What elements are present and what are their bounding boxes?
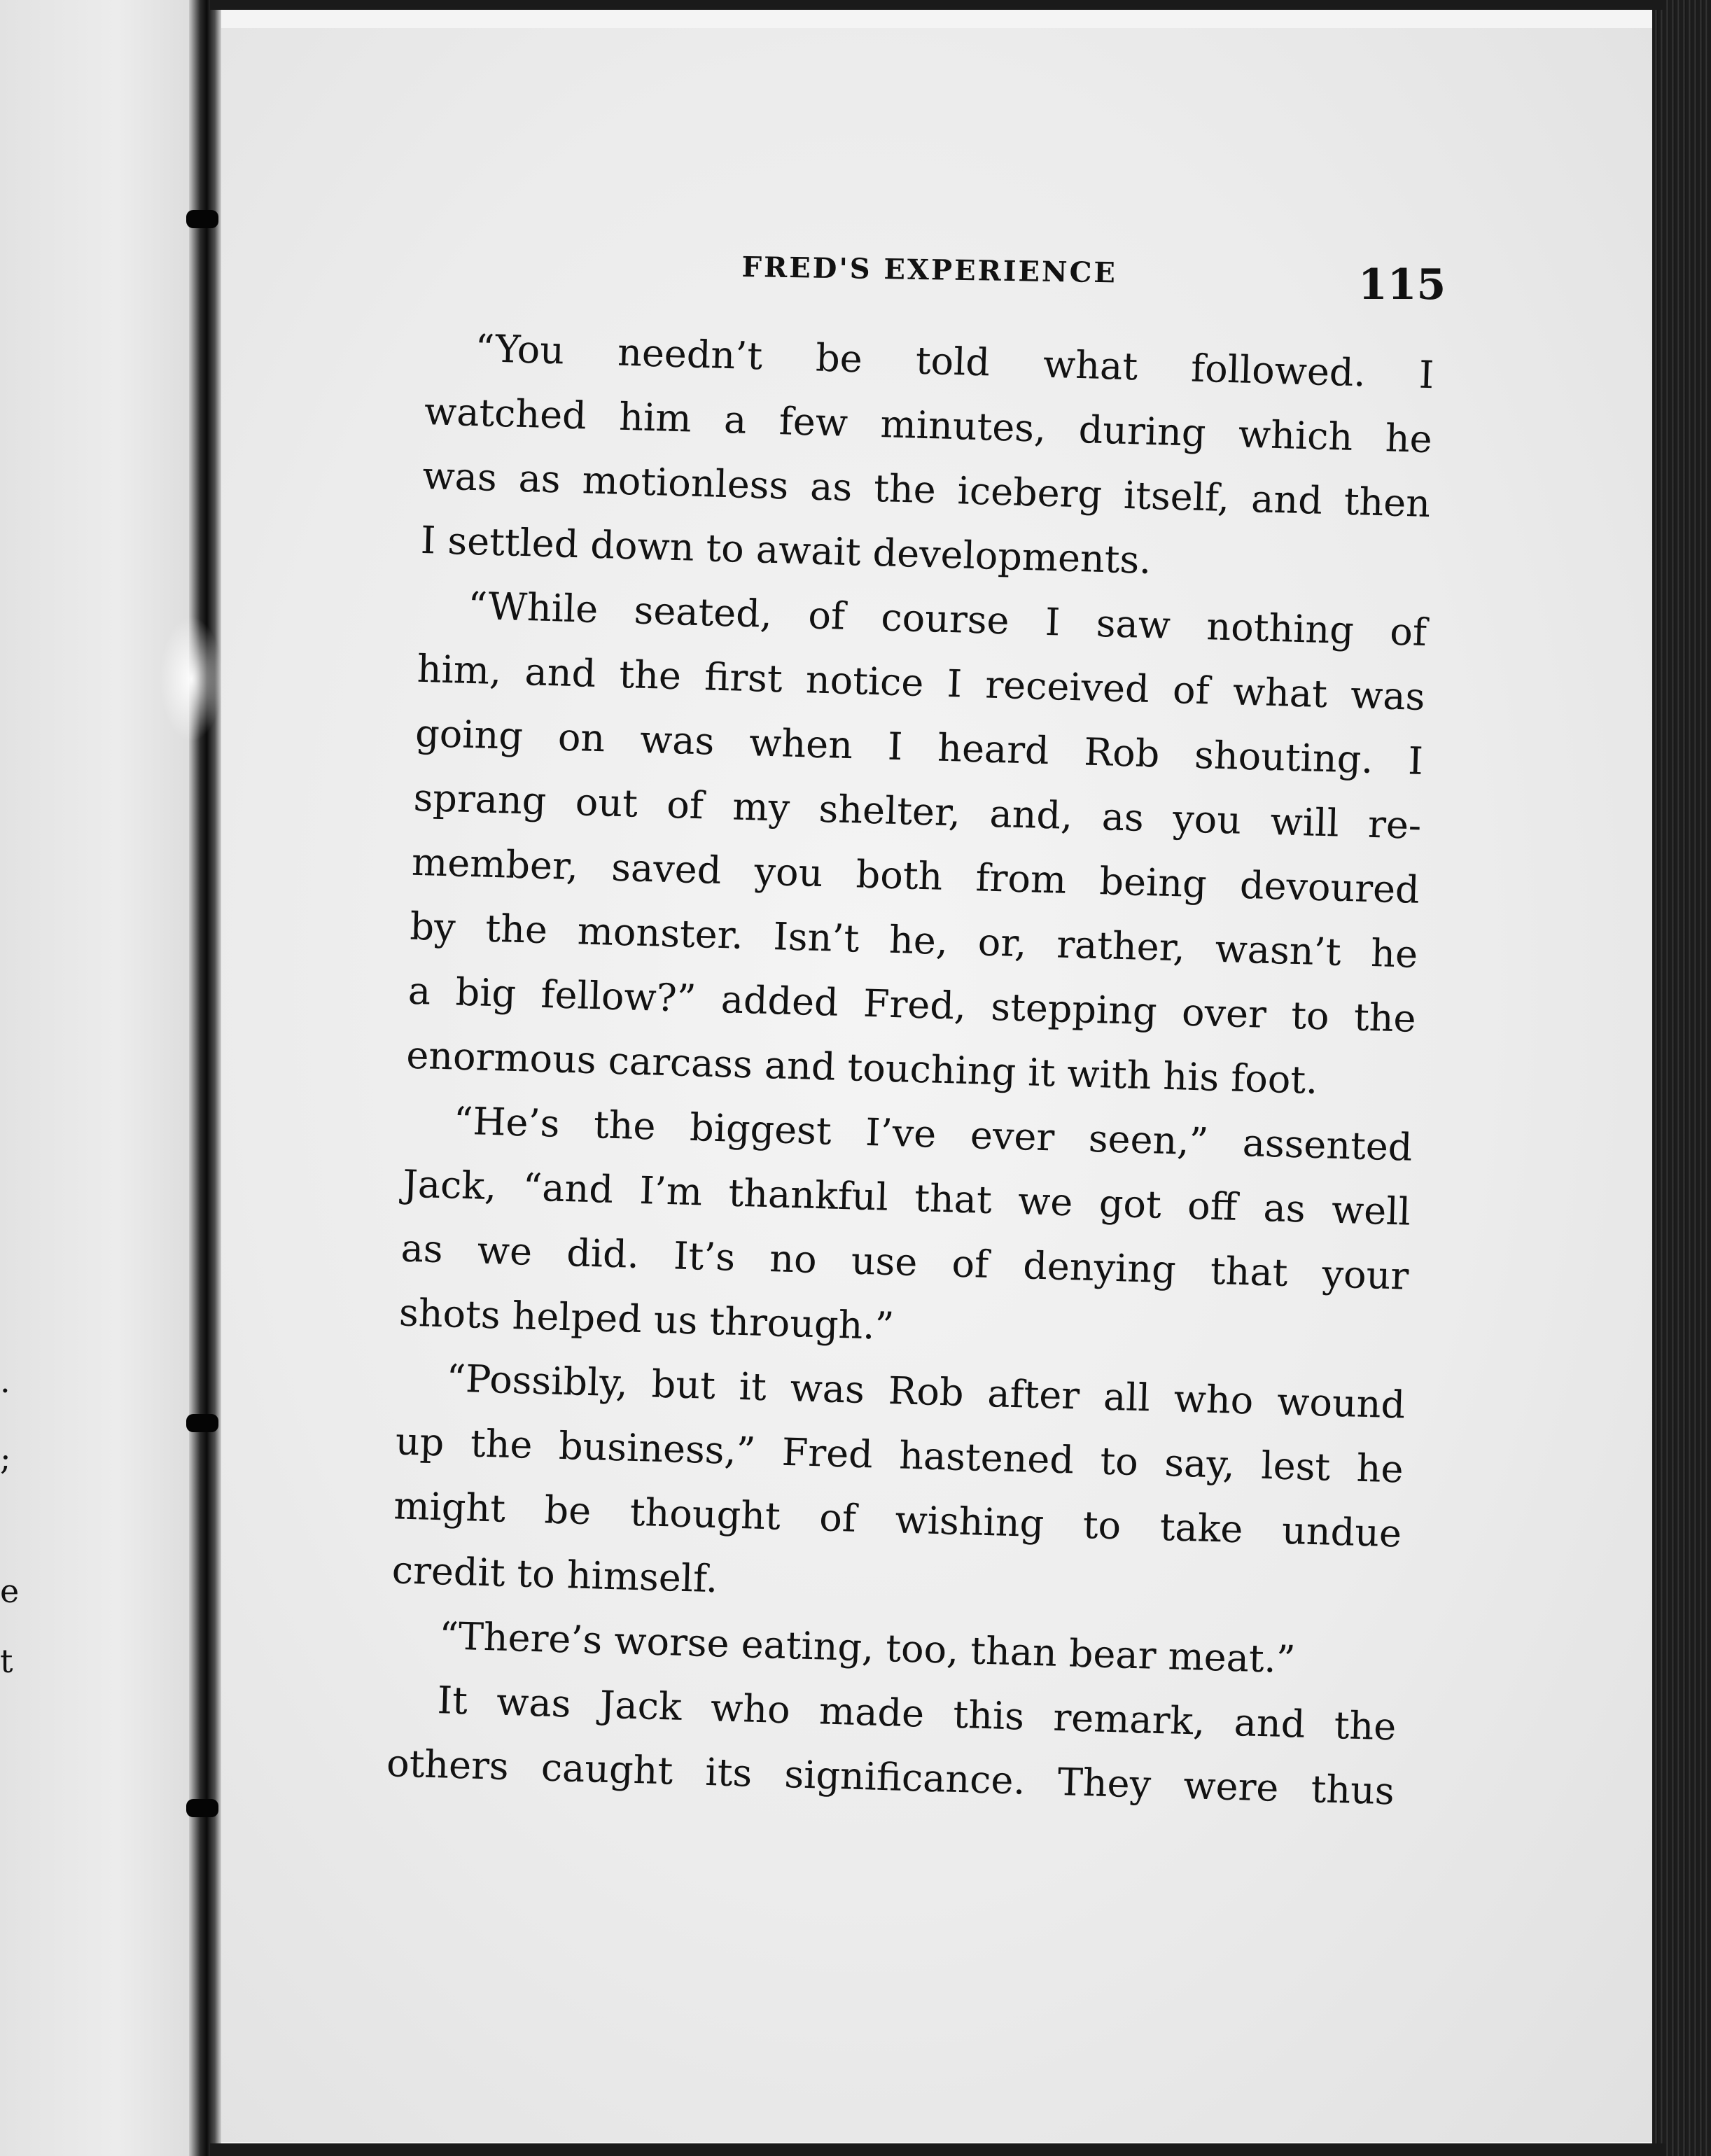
scan-border-top: [210, 0, 1666, 10]
text-line: up the business,” Fred hastened to say, lest he: [395, 1419, 1404, 1492]
text-line: others caught its significance. They were thus: [386, 1741, 1395, 1814]
text-line: “There’s worse eating, too, than bear meat.”: [438, 1614, 1297, 1682]
binding-thread-mark: [186, 1799, 218, 1817]
text-line: a big fellow?” added Fred, stepping over to the: [407, 968, 1417, 1041]
paragraph: [420, 315, 1435, 601]
left-fragment: .: [0, 1362, 11, 1400]
text-line: “While seated, of course I saw nothing of: [467, 583, 1427, 655]
scan-border-bottom: [210, 2143, 1666, 2156]
text-line: shots helped us through.”: [398, 1290, 895, 1349]
text-line: sprang out of my shelter, and, as you will re-: [412, 775, 1423, 848]
text-line: It was Jack who made this remark, and the: [436, 1678, 1397, 1749]
left-facing-page: [0, 0, 196, 2156]
page-number: 115: [1358, 260, 1446, 309]
running-title: FRED'S EXPERIENCE: [741, 251, 1118, 290]
binding-thread-mark: [186, 1414, 218, 1432]
book-block-edge: [1652, 0, 1711, 2156]
text-line: him, and the first notice I received of what was: [417, 646, 1426, 719]
text-line: member, saved you both from being devoured: [411, 839, 1420, 912]
text-line: “He’s the biggest I’ve ever seen,” assented: [452, 1098, 1413, 1170]
text-line: going on was when I heard Rob shouting. I: [414, 710, 1424, 783]
text-line: “You needn’t be told what followed. I: [474, 326, 1435, 398]
text-line: was as motionless as the iceberg itself, and then: [421, 453, 1431, 526]
text-line: might be thought of wishing to take undue: [393, 1483, 1402, 1556]
paragraph: [398, 1088, 1413, 1373]
binding-thread-mark: [186, 210, 218, 228]
text-line: credit to himself.: [391, 1548, 719, 1602]
scan-glare: [160, 616, 223, 742]
text-line: watched him a few minutes, during which he: [424, 388, 1433, 462]
paragraph: [405, 573, 1427, 1116]
left-fragment: t: [0, 1642, 13, 1680]
text-line: I settled down to await developments.: [420, 517, 1152, 583]
text-line: by the monster. Isn’t he, or, rather, wasn’t he: [409, 904, 1418, 976]
text-line: enormous carcass and touching it with his foot.: [405, 1032, 1319, 1102]
text-line: Jack, “and I’m thankful that we got off as well: [402, 1161, 1411, 1234]
text-line: “Possibly, but it was Rob after all who wound: [445, 1356, 1406, 1427]
page-body: [386, 315, 1435, 1823]
left-fragment: ;: [0, 1439, 11, 1477]
paragraph: [391, 1345, 1406, 1630]
text-line: as we did. It’s no use of denying that your: [400, 1226, 1410, 1298]
left-fragment: e: [0, 1572, 20, 1610]
binding-gutter: [189, 0, 221, 2156]
